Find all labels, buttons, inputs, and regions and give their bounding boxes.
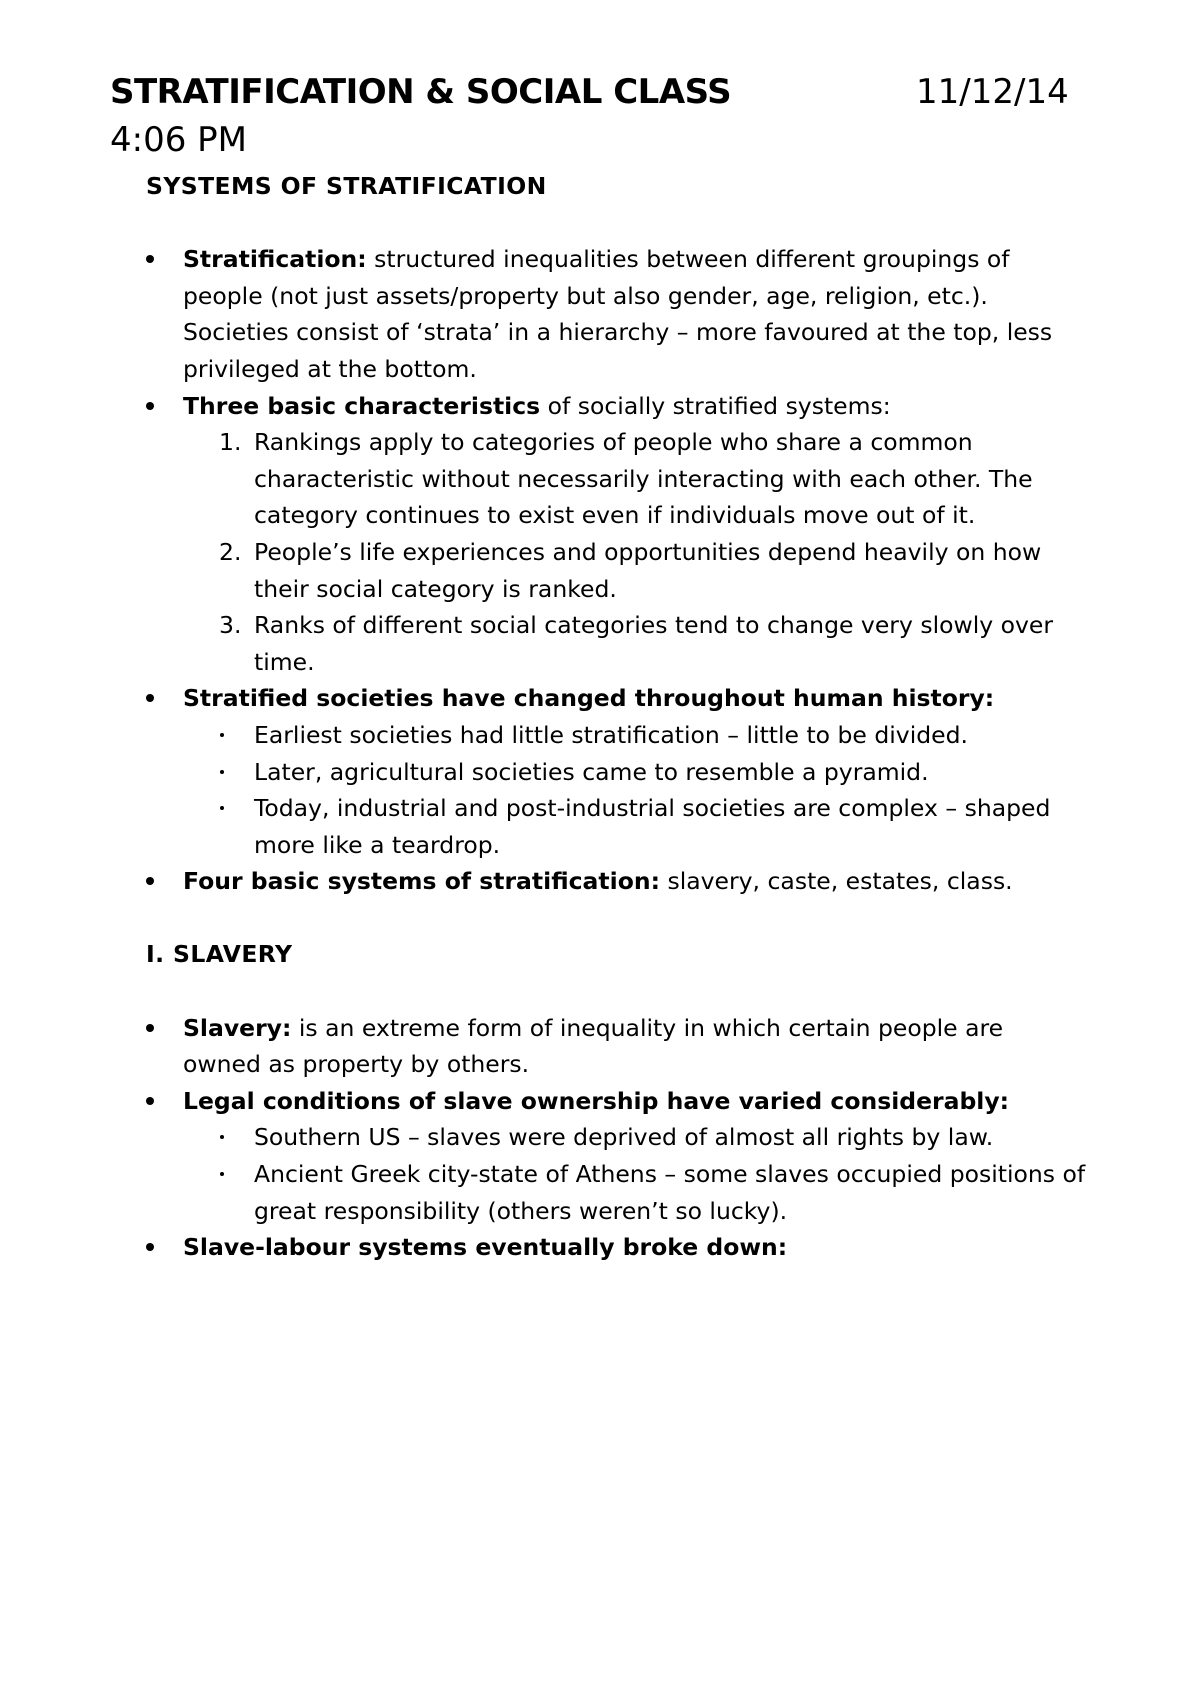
bullet-list-systems	[146, 241, 1086, 424]
list-item	[146, 790, 1086, 863]
list-item	[146, 534, 1086, 607]
bullet-icon	[146, 694, 154, 702]
term-label: Slavery:	[183, 1013, 292, 1042]
section-heading-slavery: I. SLAVERY	[146, 940, 293, 969]
item-text: Later, agricultural societies came to resemble a pyramid.	[254, 757, 929, 786]
bullet-icon	[146, 1243, 154, 1251]
term-label: Stratified societies have changed throughout human history:	[183, 684, 995, 713]
spacer	[146, 973, 1086, 1010]
bullet-list-history	[146, 680, 1086, 717]
sub-bullet-icon	[220, 806, 224, 810]
term-text: structured inequalities between different groupings of people (not just assets/property but also gender, age, religion, etc.). Societies consist of ‘strata’ in a hierarchy – more favoured at the top, less privileged at the bottom.	[183, 245, 1053, 383]
term-label: Stratification:	[183, 245, 367, 274]
item-number: 3.	[219, 611, 242, 640]
item-number: 2.	[219, 537, 242, 566]
list-item	[146, 424, 1086, 534]
item-text: People’s life experiences and opportunities depend heavily on how their social category is ranked.	[254, 537, 1042, 603]
list-item	[146, 754, 1086, 791]
sub-bullet-icon	[220, 733, 224, 737]
term-label: Legal conditions of slave ownership have varied considerably:	[183, 1086, 1010, 1115]
document-time: 4:06 PM	[110, 120, 247, 160]
bullet-list-slavery	[146, 1010, 1086, 1120]
term-text: is an extreme form of inequality in which certain people are owned as property by others.	[183, 1013, 1004, 1079]
sub-bullet-icon	[220, 1135, 224, 1139]
item-text: Southern US – slaves were deprived of almost all rights by law.	[254, 1123, 994, 1152]
item-text: Ranks of different social categories tend to change very slowly over time.	[254, 611, 1053, 676]
term-text: slavery, caste, estates, class.	[659, 867, 1013, 896]
document-date: 11/12/14	[916, 72, 1069, 112]
list-item	[146, 1083, 1086, 1120]
list-item	[146, 607, 1086, 680]
spacer	[146, 900, 1086, 937]
bullet-icon	[146, 877, 154, 885]
bullet-icon	[146, 1024, 154, 1032]
list-item	[146, 1156, 1086, 1229]
item-number: 1.	[219, 428, 242, 457]
term-text: of socially stratified systems:	[540, 391, 891, 420]
bullet-icon	[146, 402, 154, 410]
sub-bullet-icon	[220, 1172, 224, 1176]
list-item	[146, 388, 1086, 425]
section-heading-systems: SYSTEMS OF STRATIFICATION	[146, 172, 547, 200]
term-label: Four basic systems of stratification:	[183, 867, 660, 896]
document-title: STRATIFICATION & SOCIAL CLASS	[110, 72, 732, 112]
term-label: Three basic characteristics	[183, 391, 541, 420]
list-item	[146, 1119, 1086, 1156]
item-text: Earliest societies had little stratification – little to be divided.	[254, 720, 969, 749]
bullet-list-four-systems	[146, 863, 1086, 900]
term-label: Slave-labour systems eventually broke down:	[183, 1233, 788, 1262]
document-body	[146, 168, 1086, 1266]
sub-bullet-icon	[220, 770, 224, 774]
bullet-icon	[146, 1097, 154, 1105]
item-text: Today, industrial and post-industrial societies are complex – shaped more like a teardrop.	[254, 794, 1051, 859]
item-text: Ancient Greek city-state of Athens – some slaves occupied positions of great responsibility (others weren’t so lucky).	[254, 1160, 1086, 1225]
bullet-icon	[146, 255, 154, 263]
item-text: Rankings apply to categories of people who share a common characteristic without necessarily interacting with each other. The category continues to exist even if individuals move out of it.	[254, 428, 1033, 530]
list-item	[146, 1010, 1086, 1083]
bullet-list-breakdown	[146, 1229, 1086, 1266]
list-item	[146, 717, 1086, 754]
list-item	[146, 1229, 1086, 1266]
sub-list-history	[146, 717, 1086, 863]
list-item	[146, 863, 1086, 900]
sub-list-legal	[146, 1119, 1086, 1229]
list-item	[146, 680, 1086, 717]
list-item	[146, 241, 1086, 387]
numbered-list-characteristics	[146, 424, 1086, 680]
spacer	[146, 205, 1086, 242]
